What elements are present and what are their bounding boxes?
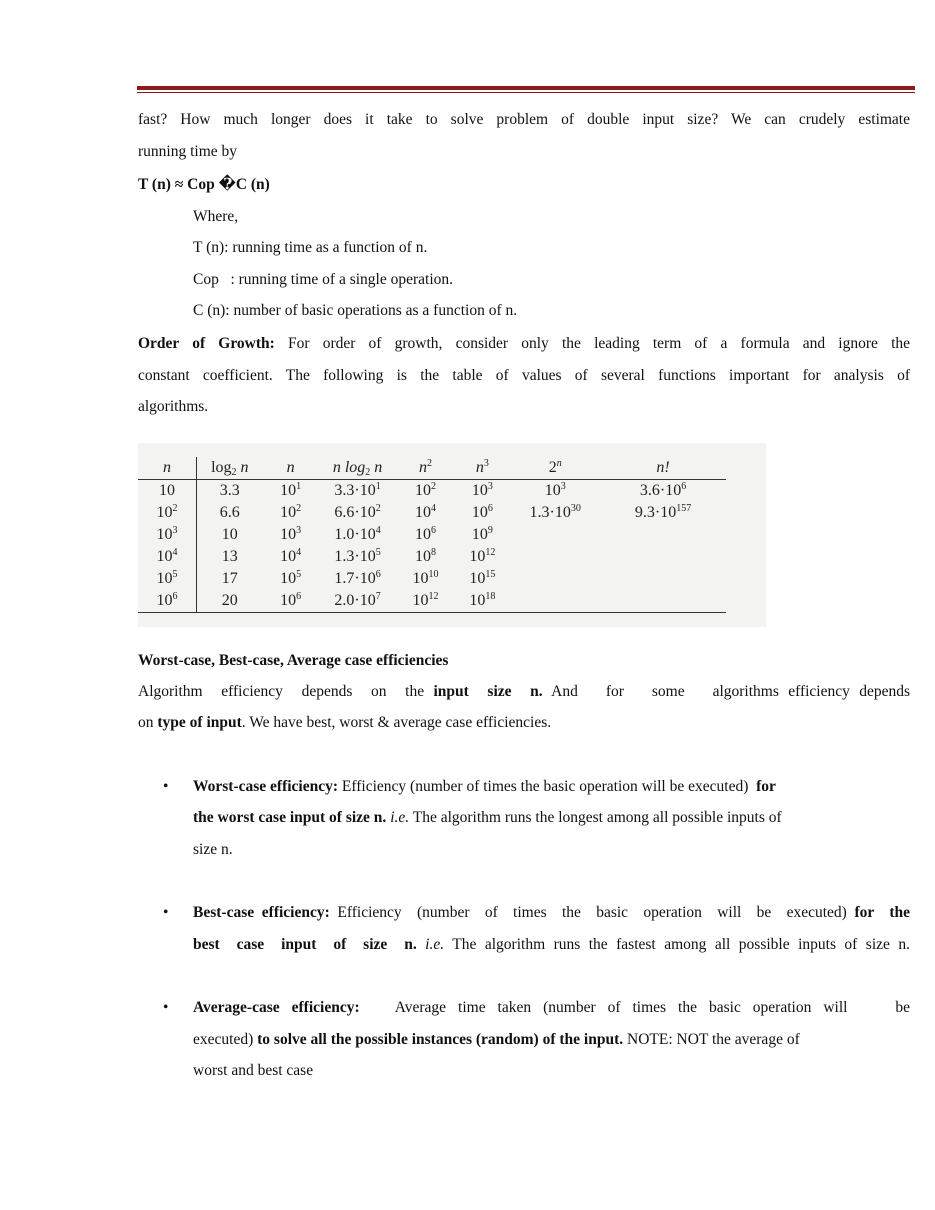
table-cell: $10^{12}$ xyxy=(469,547,496,565)
table-cell: $10^{18}$ xyxy=(454,590,510,613)
growth-table-figure xyxy=(138,443,766,627)
table-cell xyxy=(510,546,600,568)
col-header: $\log_2 n$ xyxy=(196,457,262,480)
where-item: T (n): running time as a function of n. xyxy=(193,239,428,256)
table-cell: $10^4$ xyxy=(138,546,196,568)
table-cell: $10^1$ xyxy=(280,481,302,499)
avg-case-line-2: executed) to solve all the possible instances (random) of the input. NOTE: NOT the average of xyxy=(193,1031,800,1048)
table-cell: $10^3$ xyxy=(471,481,493,499)
table-cell: $1.3\cdot 10^{30}$ xyxy=(529,503,581,521)
table-cell: $10^4$ xyxy=(414,503,436,521)
table-cell: $10^6$ xyxy=(471,503,493,521)
best-case-line-2: best case input of size n. i.e. The algorithm runs the fastest among all possible inputs of size n. xyxy=(193,936,910,953)
worst-case-line-3: size n. xyxy=(193,841,233,858)
table-cell: 6.6 xyxy=(219,504,240,521)
table-row xyxy=(138,480,726,503)
best-case-line-1: Best-case efficiency: Efficiency (number of times the basic operation will be executed) for the xyxy=(193,904,910,921)
table-row xyxy=(138,590,726,613)
table-row xyxy=(138,568,726,590)
table-cell: $10^9$ xyxy=(471,525,493,543)
table-row xyxy=(138,502,726,524)
where-item: Cop : running time of a single operation. xyxy=(193,271,454,288)
table-cell: 3.3 xyxy=(219,482,240,499)
formula: T (n) ≈ Cop �C (n) xyxy=(138,176,270,193)
table-cell: $10^4$ xyxy=(280,547,302,565)
growth-table xyxy=(138,457,726,613)
col-header: $n^2$ xyxy=(397,457,455,480)
table-row xyxy=(138,546,726,568)
table-cell xyxy=(510,590,600,613)
table-cell xyxy=(510,524,600,546)
table-cell: $6.6\cdot 10^2$ xyxy=(334,503,381,521)
table-cell: $10^3$ xyxy=(138,524,196,546)
table-cell: $10^2$ xyxy=(414,481,436,499)
table-cell: $10^6$ xyxy=(263,590,319,613)
table-cell: $10^5$ xyxy=(280,569,302,587)
table-cell: $10^6$ xyxy=(414,525,436,543)
table-cell: 10 xyxy=(138,480,196,503)
worst-case-line-1: Worst-case efficiency: Efficiency (number of times the basic operation will be executed) for xyxy=(193,778,776,795)
table-cell: $1.0\cdot 10^4$ xyxy=(334,525,381,543)
col-header: $n^3$ xyxy=(454,457,510,480)
table-cell: 13 xyxy=(221,548,238,565)
table-cell: $3.3\cdot 10^1$ xyxy=(334,481,381,499)
where-label: Where, xyxy=(193,208,239,225)
where-item: C (n): number of basic operations as a function of n. xyxy=(193,302,518,319)
header-rule-thin xyxy=(137,92,915,93)
order-line-3: algorithms. xyxy=(138,398,209,415)
table-cell: $10^3$ xyxy=(280,525,302,543)
table-cell xyxy=(600,590,726,613)
header-rule xyxy=(137,86,915,90)
table-cell: $9.3\cdot 10^{157}$ xyxy=(634,503,692,521)
worst-case-line-2: the worst case input of size n. i.e. The algorithm runs the longest among all possible inputs of xyxy=(193,809,782,826)
table-cell: $2.0\cdot 10^7$ xyxy=(319,590,397,613)
table-cell: $10^{10}$ xyxy=(412,569,439,587)
table-cell xyxy=(600,568,726,590)
table-row xyxy=(138,524,726,546)
cases-heading: Worst-case, Best-case, Average case efficiencies xyxy=(138,652,449,669)
col-header: n $\log_2 n$ xyxy=(319,457,397,480)
order-line-1 xyxy=(138,334,910,354)
cases-para-line-2: on type of input. We have best, worst & average case efficiencies. xyxy=(138,714,552,731)
table-cell: $10^8$ xyxy=(414,547,436,565)
col-header: n xyxy=(138,457,196,480)
table-cell: $10^3$ xyxy=(544,481,566,499)
table-cell: $10^5$ xyxy=(138,568,196,590)
table-cell: $1.7\cdot 10^6$ xyxy=(334,569,381,587)
table-cell: $10^2$ xyxy=(280,503,302,521)
table-cell: $3.6\cdot 10^6$ xyxy=(639,481,687,499)
cases-para-line-1: Algorithm efficiency depends on the input size n. And for some algorithms efficiency depends xyxy=(138,683,910,700)
col-header: 2$^n$ xyxy=(510,457,600,480)
order-line-2: constant coefficient. The following is the table of values of several functions important for analysis of xyxy=(138,367,910,384)
table-cell: $10^{12}$ xyxy=(397,590,455,613)
table-cell: 20 xyxy=(196,590,262,613)
bullet-marker: • xyxy=(163,999,169,1016)
table-cell: $10^{15}$ xyxy=(469,569,496,587)
avg-case-line-1: Average-case efficiency: Average time taken (number of times the basic operation will be xyxy=(193,999,910,1016)
bullet-marker: • xyxy=(163,778,169,795)
col-header: n xyxy=(263,457,319,480)
bullet-marker: • xyxy=(163,904,169,921)
avg-case-line-3: worst and best case xyxy=(193,1062,314,1079)
table-cell: $10^2$ xyxy=(138,502,196,524)
col-header: n! xyxy=(600,457,726,480)
table-cell xyxy=(600,524,726,546)
order-text: For order of growth, consider only the leading term of a formula and ignore the xyxy=(288,335,911,352)
order-heading: Order of Growth: xyxy=(138,335,275,352)
table-cell: $1.3\cdot 10^5$ xyxy=(334,547,381,565)
table-cell: 10 xyxy=(221,526,238,543)
table-cell: 17 xyxy=(221,570,238,587)
intro-line-1: fast? How much longer does it take to solve problem of double input size? We can crudely estimate xyxy=(138,111,910,128)
table-cell xyxy=(510,568,600,590)
table-cell: $10^6$ xyxy=(138,590,196,613)
table-cell xyxy=(600,546,726,568)
intro-line-2: running time by xyxy=(138,143,238,160)
table-header-row xyxy=(138,457,726,480)
